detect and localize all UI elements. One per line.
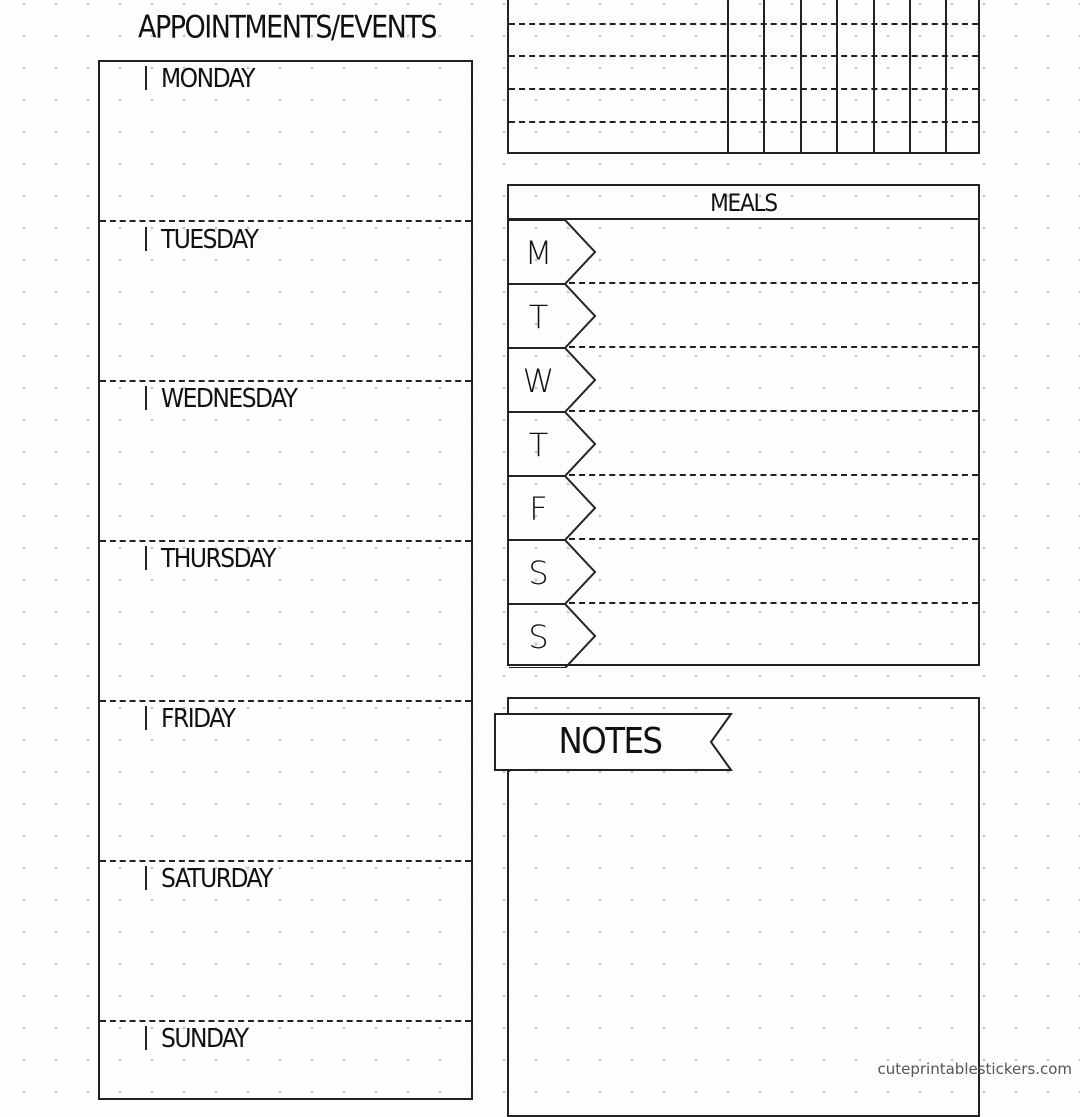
tracker-column-line: [909, 0, 911, 152]
meal-row-wednesday: [509, 348, 978, 412]
meal-day-letter: T: [528, 426, 548, 464]
meal-day-letter: W: [522, 362, 554, 400]
notes-title: NOTES: [558, 721, 662, 762]
tracker-column-line: [727, 0, 729, 152]
day-label-saturday: SATURDAY: [145, 864, 272, 894]
day-label-sunday: SUNDAY: [145, 1024, 247, 1054]
day-separator: [100, 700, 471, 702]
tracker-row-line: [509, 23, 978, 25]
day-marker: [145, 66, 147, 90]
day-label-tuesday: TUESDAY: [145, 225, 257, 255]
day-separator: [100, 540, 471, 542]
day-label-wednesday: WEDNESDAY: [145, 384, 296, 414]
tracker-row-line: [509, 55, 978, 57]
day-label-monday: MONDAY: [145, 64, 254, 94]
meal-day-letter: T: [528, 298, 548, 336]
day-marker: [145, 227, 147, 251]
day-separator: [100, 380, 471, 382]
meal-day-letter: S: [528, 618, 548, 656]
watermark: cuteprintablestickers.com: [877, 1060, 1072, 1078]
meal-row-friday: [509, 476, 978, 540]
meal-row-saturday: [509, 540, 978, 604]
meal-row-tuesday: [509, 284, 978, 348]
appointments-title: APPOINTMENTS/EVENTS: [138, 9, 436, 46]
tracker-column-line: [873, 0, 875, 152]
tracker-column-line: [763, 0, 765, 152]
meal-day-letter: F: [529, 490, 547, 528]
day-separator: [100, 220, 471, 222]
habit-tracker: [507, 0, 980, 154]
day-marker: [145, 546, 147, 570]
appointments-box: [98, 60, 473, 1100]
meal-row-monday: [509, 220, 978, 284]
day-separator: [100, 1020, 471, 1022]
day-separator: [100, 860, 471, 862]
day-label-thursday: THURSDAY: [145, 544, 275, 574]
meal-day-letter: S: [528, 554, 548, 592]
meal-day-letter: M: [524, 234, 552, 272]
day-marker: [145, 386, 147, 410]
tracker-column-line: [945, 0, 947, 152]
tracker-row-line: [509, 88, 978, 90]
tracker-column-line: [836, 0, 838, 152]
meal-row-sunday: [509, 604, 978, 668]
day-marker: [145, 706, 147, 730]
day-marker: [145, 866, 147, 890]
day-label-friday: FRIDAY: [145, 704, 234, 734]
meal-row-thursday: [509, 412, 978, 476]
meals-title: MEALS: [509, 186, 978, 220]
day-marker: [145, 1026, 147, 1050]
tracker-row-line: [509, 121, 978, 123]
meals-box: [507, 184, 980, 666]
tracker-column-line: [800, 0, 802, 152]
